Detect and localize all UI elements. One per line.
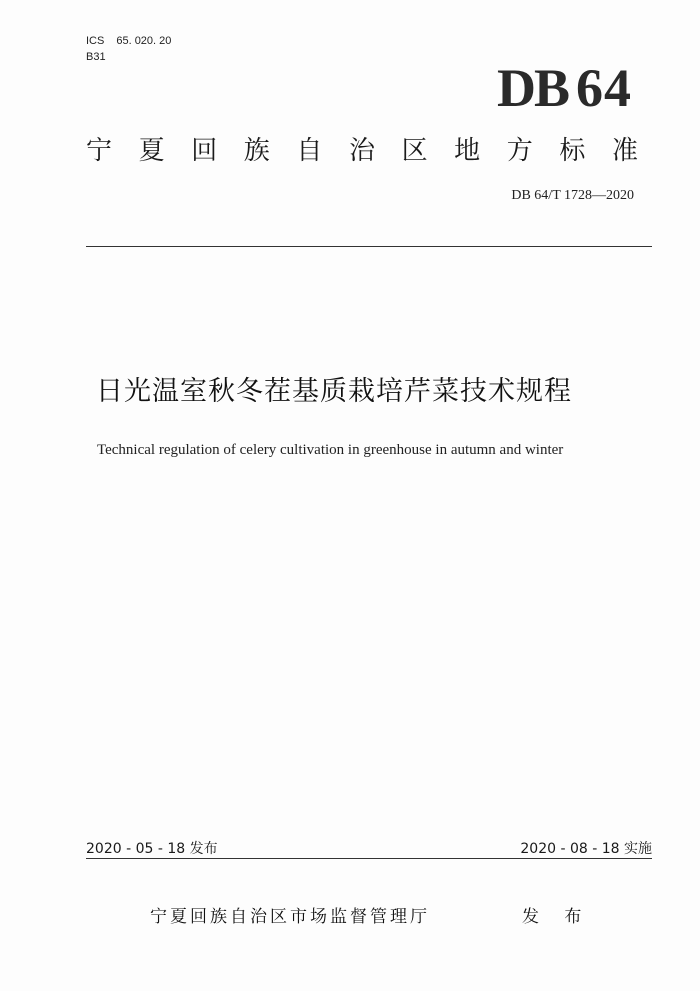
ccs-code: B31	[86, 51, 106, 63]
standard-type-heading	[86, 134, 638, 168]
implementation-date: 2020 - 08 - 18 实施	[520, 841, 652, 857]
footer-divider	[86, 858, 652, 859]
classification-codes	[86, 33, 171, 65]
standard-type-char: 地	[454, 136, 481, 166]
issue-date: 2020 - 05 - 18 发布	[86, 841, 218, 857]
document-title-en: Technical regulation of celery cultivation in greenhouse in autumn and winter	[97, 442, 564, 458]
standard-type-char: 准	[611, 136, 638, 166]
publish-label: 发 布	[522, 907, 592, 927]
db-logo-letters: DB	[496, 58, 568, 118]
standard-type-char: 标	[559, 136, 586, 166]
standard-type-char: 自	[296, 136, 323, 166]
standard-type-char: 宁	[86, 136, 113, 166]
issuing-authority: 宁夏回族自治区市场监督管理厅	[150, 907, 430, 927]
document-title-zh: 日光温室秋冬茬基质栽培芹菜技术规程	[96, 376, 572, 407]
ics-row	[86, 33, 171, 49]
ics-code: 65. 020. 20	[116, 35, 172, 47]
standard-type-char: 区	[401, 136, 428, 166]
db-logo	[497, 58, 632, 118]
db-logo-number: 64	[576, 58, 632, 118]
standard-type-char: 夏	[138, 136, 165, 166]
ics-label: ICS	[86, 35, 105, 47]
standard-code: DB 64/T 1728—2020	[511, 188, 634, 203]
standard-type-char: 回	[191, 136, 218, 166]
standard-type-char: 治	[348, 136, 375, 166]
standard-type-char: 方	[506, 136, 533, 166]
standard-type-char: 族	[243, 136, 270, 166]
header-divider	[86, 246, 652, 247]
